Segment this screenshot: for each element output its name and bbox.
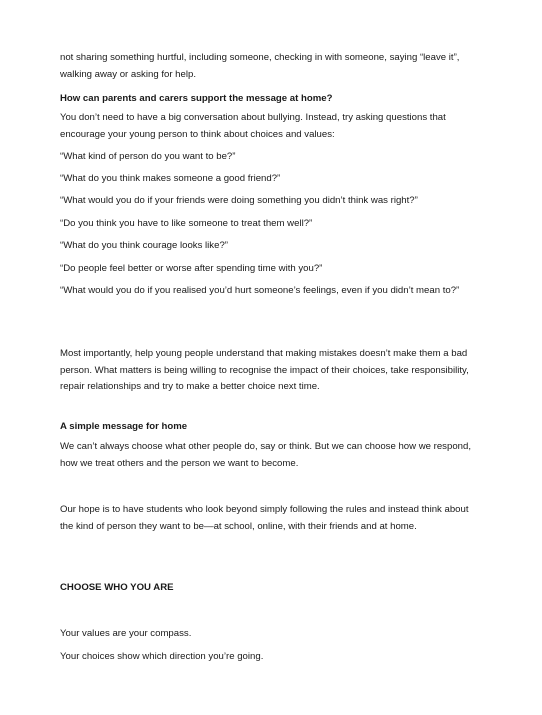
question-item: “What do you think makes someone a good friend?” — [60, 173, 281, 184]
question-item: “Do you think you have to like someone to treat them well?” — [60, 218, 313, 229]
mistakes-paragraph: Most importantly, help young people understand that making mistakes doesn’t make them a bad person. What matters is being willing to recognise the impact of their choices, take responsibility, repair relationships and try to make a better choice next time. — [60, 348, 469, 392]
question-item: “What would you do if you realised you’d hurt someone’s feelings, even if you didn’t mean to?” — [60, 285, 460, 296]
hope-paragraph: Our hope is to have students who look beyond simply following the rules and instead think about the kind of person they want to be—at school, online, with their friends and at home. — [60, 504, 469, 532]
closing-line-1: Your values are your compass. — [60, 628, 192, 639]
question-item: “Do people feel better or worse after spending time with you?” — [60, 263, 323, 274]
closing-line-2: Your choices show which direction you’re going. — [60, 651, 264, 662]
question-item: “What do you think courage looks like?” — [60, 240, 228, 251]
question-item: “What would you do if your friends were doing something you didn’t think was right?” — [60, 195, 418, 206]
question-item: “What kind of person do you want to be?” — [60, 151, 236, 162]
simple-message-heading: A simple message for home — [60, 421, 188, 432]
parents-paragraph: You don’t need to have a big conversation about bullying. Instead, try asking questions that encourage your young person to think about choices and values: — [60, 112, 446, 140]
simple-message-paragraph: We can’t always choose what other people do, say or think. But we can choose how we respond, how we treat others and the person we want to become. — [60, 441, 471, 469]
choose-heading: CHOOSE WHO YOU ARE — [60, 582, 174, 593]
parents-heading: How can parents and carers support the message at home? — [60, 93, 333, 104]
intro-paragraph-continued: not sharing something hurtful, including someone, checking in with someone, saying “leave it”, walking away or asking for help. — [60, 52, 460, 80]
